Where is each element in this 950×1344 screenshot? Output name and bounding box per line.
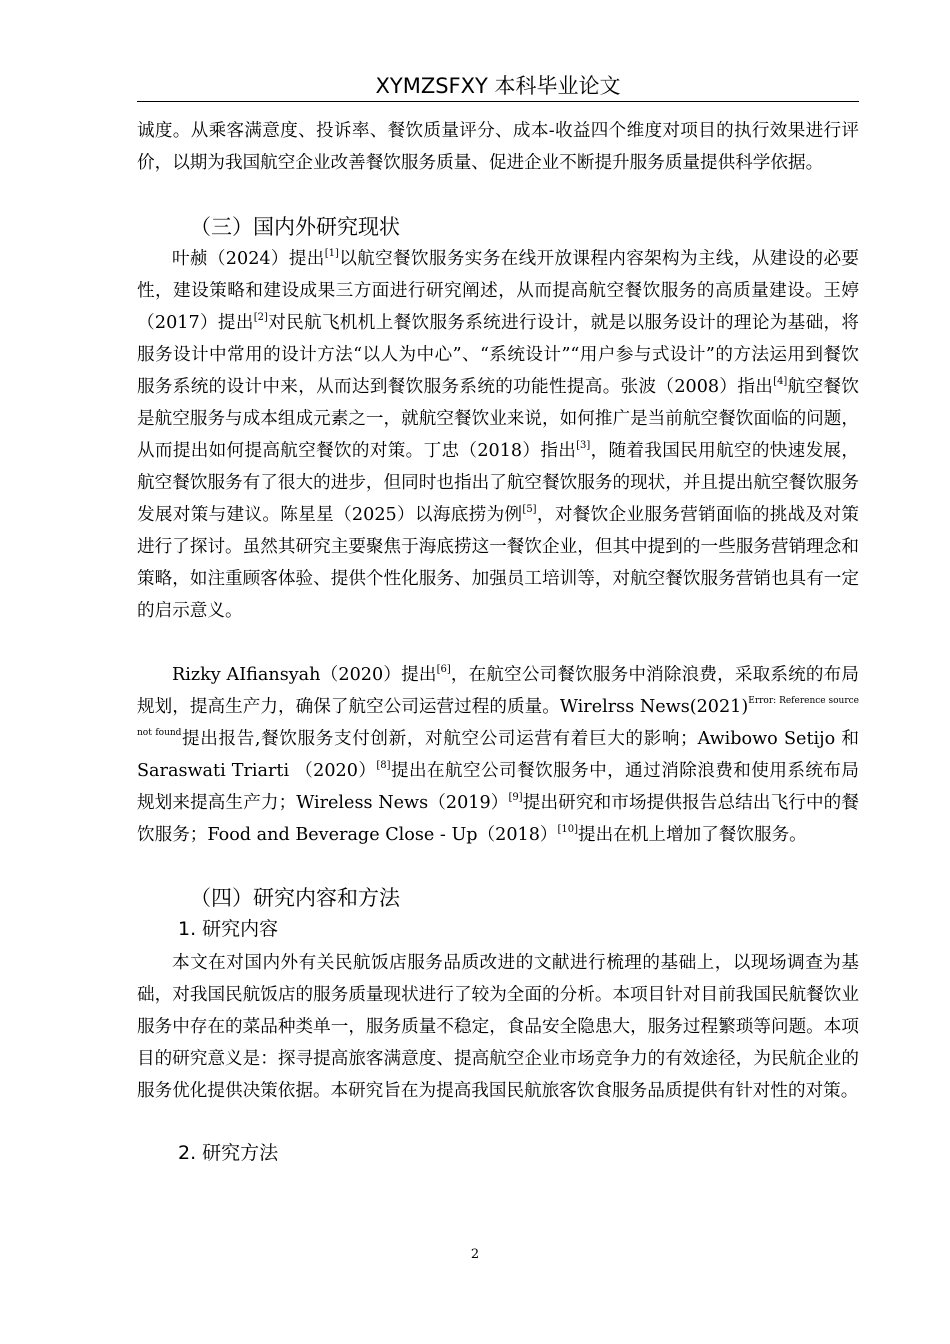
page-header-title: XYMZSFXY 本科毕业论文 (375, 74, 621, 98)
citation-ref: [4] (773, 376, 788, 387)
intro-paragraph-tail: 诚度。从乘客满意度、投诉率、餐饮质量评分、成本-收益四个维度对项目的执行效果进行评价，以期为我国航空企业改善餐饮服务质量、促进企业不断提升服务质量提供科学依据。 (137, 121, 859, 173)
research-content-paragraph: 本文在对国内外有关民航饭店服务品质改进的文献进行梳理的基础上，以现场调查为基础，对我国民航饭店的服务质量现状进行了较为全面的分析。本项目针对目前我国民航餐饮业服务中存在的菜品种类单一，服务质量不稳定，食品安全隐患大，服务过程繁琐等问题。本项目的研究意义是：探寻提高旅客满意度、提高航空企业市场竞争力的有效途径，为民航企业的服务优化提供决策依据。本研究旨在为提高我国民航旅客饮食服务品质提供有针对性的对策。 (137, 953, 859, 1101)
section-heading-research-status: （三）国内外研究现状 (190, 215, 400, 239)
citation-ref: [3] (576, 440, 591, 451)
citation-ref: [1] (324, 248, 339, 259)
citation-ref: [9] (508, 792, 523, 803)
citation-ref: [2] (253, 312, 268, 323)
research-status-paragraph-domestic: 叶赪（2024）提出[1]以航空餐饮服务实务在线开放课程内容架构为主线，从建设的必要性，建设策略和建设成果三方面进行研究阐述，从而提高航空餐饮服务的高质量建设。王婷（2017）提出[2]对民航飞机机上餐饮服务系统进行设计，就是以服务设计的理论为基础，将服务设计中常用的设计方法“以人为中心”、“系统设计”“用户参与式设计”的方法运用到餐饮服务系统的设计中来，从而达到餐饮服务系统的功能性提高。张波（2008）指出[4]航空餐饮是航空服务与成本组成元素之一，就航空餐饮业来说，如何推广是当前航空餐饮面临的问题，从而提出如何提高航空餐饮的对策。丁忠（2018）指出[3]，随着我国民用航空的快速发展，航空餐饮服务有了很大的进步，但同时也指出了航空餐饮服务的现状，并且提出航空餐饮服务发展对策与建议。陈星星（2025）以海底捞为例[5]，对餐饮企业服务营销面临的挑战及对策进行了探讨。虽然其研究主要聚焦于海底捞这一餐饮企业，但其中提到的一些服务营销理念和策略，如注重顾客体验、提供个性化服务、加强员工培训等，对航空餐饮服务营销也具有一定的启示意义。 (137, 248, 859, 621)
citation-ref: [8] (376, 760, 391, 771)
citation-ref: [6] (436, 664, 451, 675)
citation-ref: [5] (522, 504, 537, 515)
subheading-research-content: 1. 研究内容 (178, 918, 279, 940)
page-number: 2 (470, 1247, 480, 1262)
research-status-paragraph-foreign: Rizky AIfiansyah（2020）提出[6]，在航空公司餐饮服务中消除浪费，采取系统的布局规划，提高生产力，确保了航空公司运营过程的质量。Wirelrss $News(2021)^{Error: Reference source not found}$提出报告,餐饮服务支付创新，对航空公司运营有着巨大的影响；Awibowo Setijo 和 Saraswati Triarti （2020）[8]提出在航空公司餐饮服务中，通过消除浪费和使用系统布局规划来提高生产力；Wireless News（2019）[9]提出研究和市场提供报告总结出飞行中的餐饮服务；Food and Beverage Close - Up（2018）[10]提出在机上增加了餐饮服务。 (137, 664, 860, 845)
citation-error: Error: Reference source not found (137, 696, 860, 738)
header-divider (137, 101, 859, 102)
section-heading-content-methods: （四）研究内容和方法 (190, 886, 400, 910)
subheading-research-methods: 2. 研究方法 (178, 1142, 279, 1164)
citation-ref: [10] (557, 824, 579, 835)
